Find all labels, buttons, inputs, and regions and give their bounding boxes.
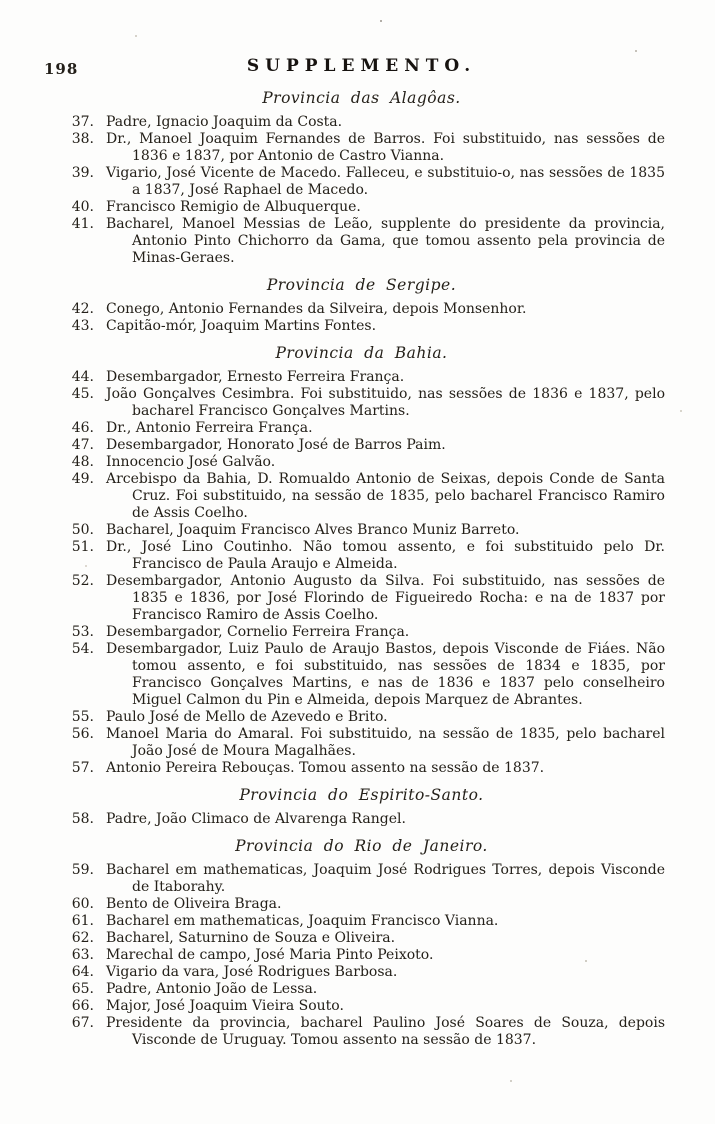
item-text: Vigario, José Vicente de Macedo. Falleceu, e substituio-o, nas sessões de 1835 a 1837, José Raphael de Macedo. (106, 165, 665, 198)
item-text: Antonio Pereira Rebouças. Tomou assento na sessão de 1837. (106, 760, 545, 776)
item-text: Manoel Maria do Amaral. Foi substituido, na sessão de 1835, pelo bacharel João José de Moura Magalhães. (106, 726, 665, 759)
item-number: 40. (71, 199, 94, 215)
list-item (58, 437, 665, 454)
item-text: Bacharel em mathematicas, Joaquim Francisco Vianna. (106, 913, 499, 929)
item-number: 48. (71, 454, 94, 470)
section-items (58, 811, 665, 828)
section-items (58, 301, 665, 335)
item-number: 58. (71, 811, 94, 827)
item-text: Dr., Antonio Ferreira França. (106, 420, 313, 436)
section-heading: Provincia das Alagôas. (262, 89, 461, 107)
item-number: 38. (71, 131, 94, 147)
item-number: 55. (71, 709, 94, 725)
item-text: Vigario da vara, José Rodrigues Barbosa. (106, 964, 398, 980)
section-heading: Provincia de Sergipe. (266, 276, 457, 294)
list-item (58, 420, 665, 437)
list-item (58, 131, 665, 165)
list-item (58, 930, 665, 947)
list-item (58, 760, 665, 777)
page-header (44, 56, 665, 80)
list-item (58, 369, 665, 386)
list-item (58, 1015, 665, 1049)
list-item (58, 896, 665, 913)
list-item (58, 301, 665, 318)
item-number: 42. (71, 301, 94, 317)
item-text: Padre, Antonio João de Lessa. (106, 981, 318, 997)
item-number: 53. (71, 624, 94, 640)
item-text: João Gonçalves Cesimbra. Foi substituido, nas sessões de 1836 e 1837, pelo bacharel Francisco Gonçalves Martins. (106, 386, 665, 419)
item-number: 67. (71, 1015, 94, 1031)
list-item (58, 199, 665, 216)
item-text: Presidente da provincia, bacharel Paulino José Soares de Souza, depois Visconde de Uruguay. Tomou assento na sessão de 1837. (106, 1015, 665, 1048)
item-text: Desembargador, Luiz Paulo de Araujo Bastos, depois Visconde de Fiáes. Não tomou assento, e foi substituido, nas sessões de 1834 e 1835, por Francisco Gonçalves Martins, e nas de 1836 e 1837 pelo conselheiro Miguel Calmon du Pin e Almeida, depois Marquez de Abrantes. (106, 641, 665, 708)
list-item (58, 862, 665, 896)
list-item (58, 216, 665, 267)
item-text: Desembargador, Honorato José de Barros Paim. (106, 437, 446, 453)
list-item (58, 947, 665, 964)
item-text: Padre, Ignacio Joaquim da Costa. (106, 114, 343, 130)
item-number: 45. (71, 386, 94, 402)
item-number: 39. (71, 165, 94, 181)
item-number: 66. (71, 998, 94, 1014)
item-text: Padre, João Climaco de Alvarenga Rangel. (106, 811, 406, 827)
list-item (58, 471, 665, 522)
item-text: Desembargador, Antonio Augusto da Silva. Foi substituido, nas sessões de 1835 e 1836, por José Florindo de Figueiredo Rocha: e na de 1837 por Francisco Ramiro de Assis Coelho. (106, 573, 665, 623)
item-text: Conego, Antonio Fernandes da Silveira, depois Monsenhor. (106, 301, 527, 317)
section-items (58, 862, 665, 1049)
list-item (58, 726, 665, 760)
list-item (58, 318, 665, 335)
item-text: Francisco Remigio de Albuquerque. (106, 199, 361, 215)
item-number: 43. (71, 318, 94, 334)
item-number: 62. (71, 930, 94, 946)
item-number: 47. (71, 437, 94, 453)
list-item (58, 624, 665, 641)
item-number: 46. (71, 420, 94, 436)
item-number: 56. (71, 726, 94, 742)
list-item (58, 709, 665, 726)
item-number: 41. (71, 216, 94, 232)
item-text: Dr., José Lino Coutinho. Não tomou assento, e foi substituido pelo Dr. Francisco de Paula Araujo e Almeida. (106, 539, 665, 572)
list-item (58, 573, 665, 624)
list-item (58, 981, 665, 998)
item-number: 63. (71, 947, 94, 963)
item-text: Desembargador, Ernesto Ferreira França. (106, 369, 405, 385)
item-number: 61. (71, 913, 94, 929)
item-text: Arcebispo da Bahia, D. Romualdo Antonio de Seixas, depois Conde de Santa Cruz. Foi substituido, na sessão de 1835, pelo bacharel Francisco Ramiro de Assis Coelho. (106, 471, 665, 521)
list-item (58, 522, 665, 539)
item-text: Dr., Manoel Joaquim Fernandes de Barros. Foi substituido, nas sessões de 1836 e 1837, por Antonio de Castro Vianna. (106, 131, 665, 164)
list-item (58, 386, 665, 420)
list-item (58, 811, 665, 828)
item-number: 51. (71, 539, 94, 555)
sections-container (58, 89, 665, 1049)
item-text: Bacharel, Saturnino de Souza e Oliveira. (106, 930, 396, 946)
item-number: 44. (71, 369, 94, 385)
list-item (58, 641, 665, 709)
list-item (58, 114, 665, 131)
item-text: Bacharel, Manoel Messias de Leão, supplente do presidente da provincia, Antonio Pinto Chichorro da Gama, que tomou assento pela provincia de Minas-Geraes. (106, 216, 665, 266)
item-text: Paulo José de Mello de Azevedo e Brito. (106, 709, 388, 725)
item-number: 59. (71, 862, 94, 878)
list-item (58, 964, 665, 981)
item-text: Desembargador, Cornelio Ferreira França. (106, 624, 410, 640)
list-item (58, 998, 665, 1015)
item-number: 60. (71, 896, 94, 912)
item-text: Bacharel, Joaquim Francisco Alves Branco Muniz Barreto. (106, 522, 520, 538)
list-item (58, 165, 665, 199)
item-text: Bento de Oliveira Braga. (106, 896, 282, 912)
section-heading: Provincia do Espirito-Santo. (239, 786, 484, 804)
section-items (58, 369, 665, 777)
item-text: Capitão-mór, Joaquim Martins Fontes. (106, 318, 377, 334)
item-number: 65. (71, 981, 94, 997)
section-heading: Provincia da Bahia. (275, 344, 448, 362)
item-number: 37. (71, 114, 94, 130)
page-number: 198 (44, 60, 79, 78)
item-text: Innocencio José Galvão. (106, 454, 276, 470)
item-number: 57. (71, 760, 94, 776)
item-number: 54. (71, 641, 94, 657)
item-number: 64. (71, 964, 94, 980)
item-text: Bacharel em mathematicas, Joaquim José Rodrigues Torres, depois Visconde de Itaborahy. (106, 862, 665, 895)
item-number: 50. (71, 522, 94, 538)
page-title: SUPPLEMENTO. (246, 56, 477, 76)
list-item (58, 454, 665, 471)
item-number: 52. (71, 573, 94, 589)
item-text: Major, José Joaquim Vieira Souto. (106, 998, 344, 1014)
list-item (58, 539, 665, 573)
item-text: Marechal de campo, José Maria Pinto Peixoto. (106, 947, 434, 963)
section-items (58, 114, 665, 267)
item-number: 49. (71, 471, 94, 487)
list-item (58, 913, 665, 930)
section-heading: Provincia do Rio de Janeiro. (235, 837, 488, 855)
